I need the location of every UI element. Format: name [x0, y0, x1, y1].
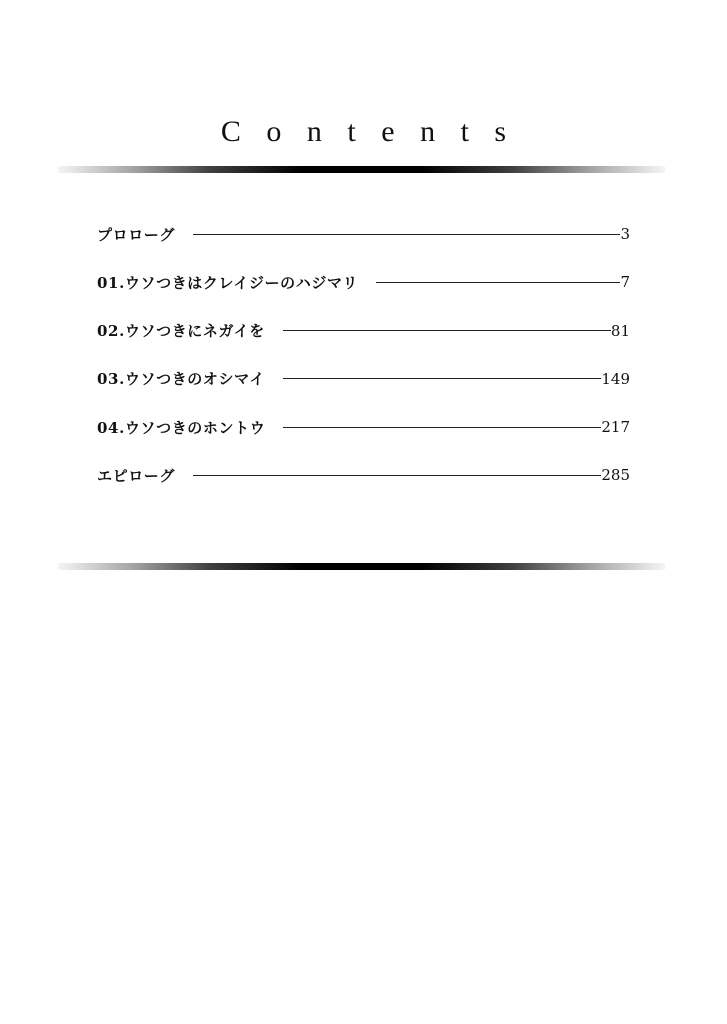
toc-entry-label: エピローグ	[97, 466, 176, 485]
toc-entry-label: 01.ウソつきはクレイジーのハジマリ	[97, 273, 359, 292]
toc-page-number: 7	[620, 273, 630, 292]
toc-page-number: 285	[601, 466, 630, 485]
toc-page-number: 3	[620, 225, 630, 243]
toc-entry-label: 04.ウソつきのホントウ	[97, 418, 266, 437]
table-of-contents	[97, 220, 630, 510]
toc-leader-line	[283, 330, 611, 331]
toc-entry-epilogue[interactable]	[97, 461, 630, 489]
toc-entry-chapter-2[interactable]	[97, 317, 630, 345]
toc-entry-prologue[interactable]	[97, 220, 630, 248]
bottom-divider	[58, 563, 665, 570]
toc-entry-label: 02.ウソつきにネガイを	[97, 322, 265, 341]
toc-leader-line	[283, 427, 601, 428]
toc-page-number: 217	[601, 418, 630, 437]
toc-leader-line	[283, 378, 601, 379]
toc-page-number: 81	[610, 321, 630, 340]
toc-entry-label: 03.ウソつきのオシマイ	[97, 370, 265, 389]
toc-leader-line	[193, 475, 601, 476]
toc-entry-chapter-4[interactable]	[97, 413, 630, 441]
toc-entry-chapter-3[interactable]	[97, 365, 630, 393]
page-title: Contents	[220, 115, 532, 148]
toc-entry-label: プロローグ	[97, 225, 176, 244]
toc-entry-chapter-1[interactable]	[97, 268, 630, 296]
top-divider	[58, 166, 665, 173]
toc-leader-line	[376, 282, 620, 283]
toc-page-number: 149	[601, 369, 630, 388]
toc-leader-line	[193, 234, 620, 235]
